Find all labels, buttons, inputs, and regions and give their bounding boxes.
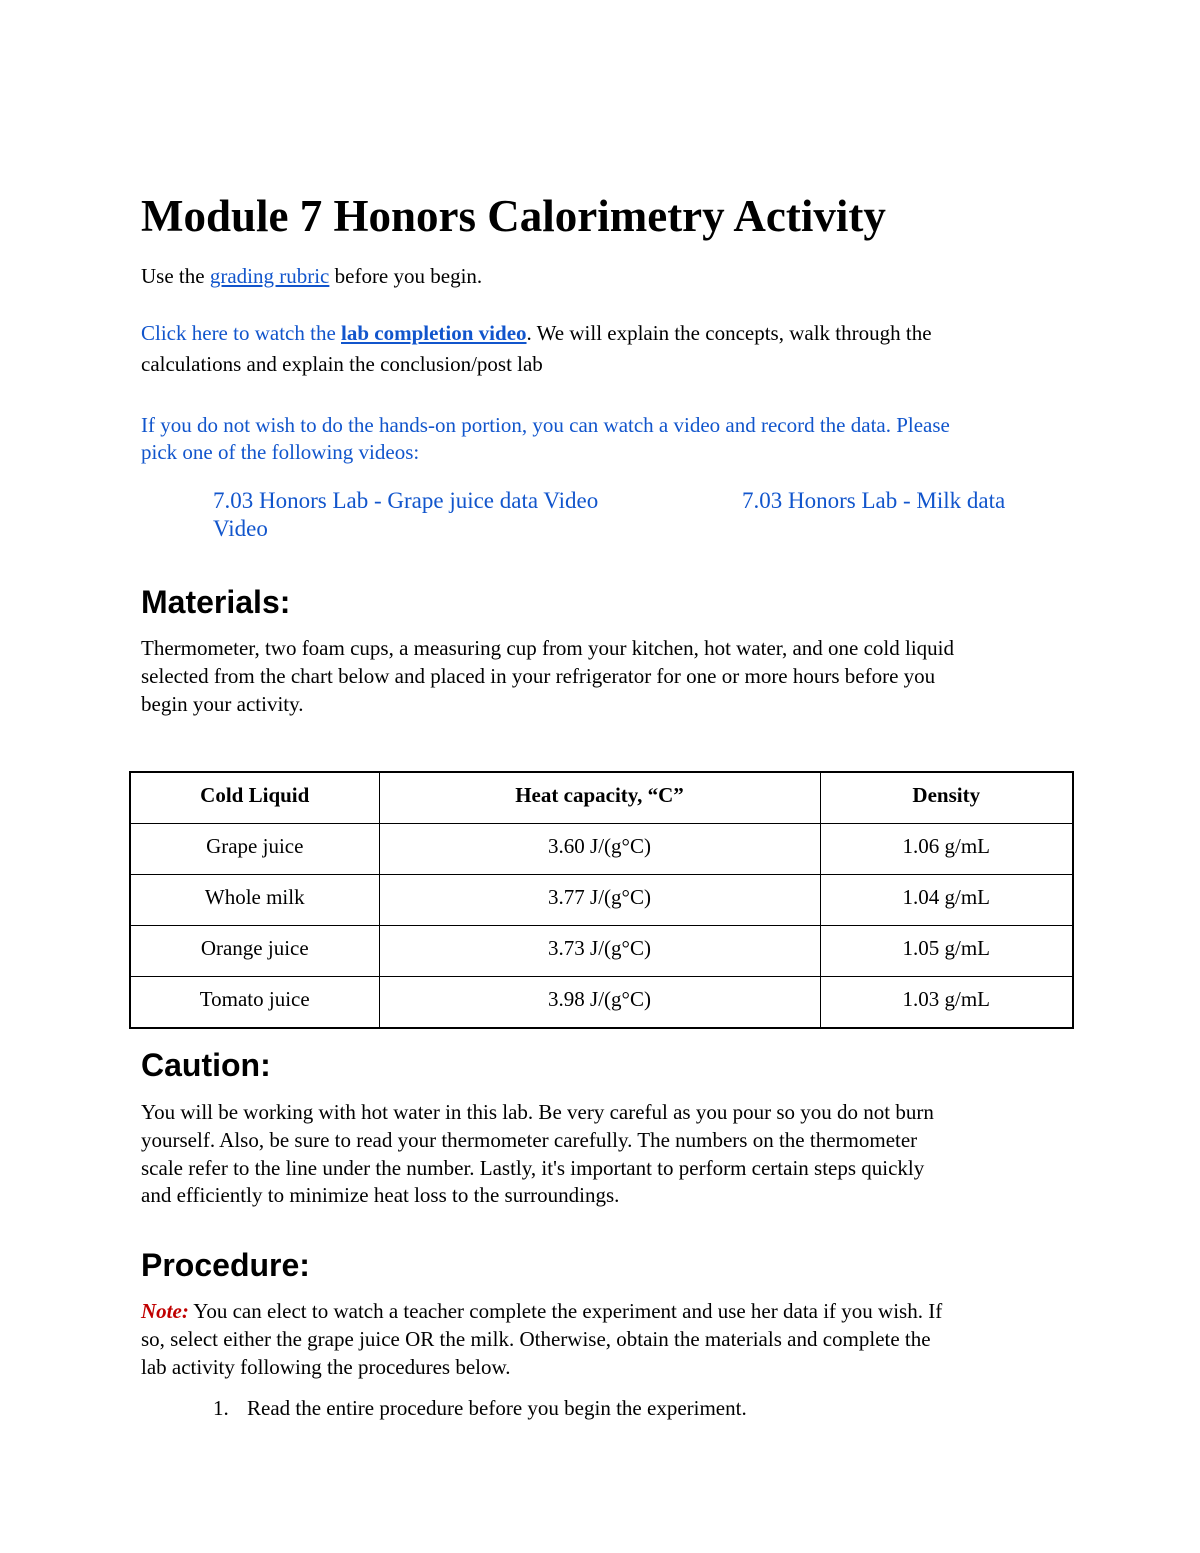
procedure-note-line2: so, select either the grape juice OR the milk. Otherwise, obtain the materials and complete the <box>141 1327 931 1351</box>
caution-line2: yourself. Also, be sure to read your thermometer carefully. The numbers on the thermometer <box>141 1128 918 1152</box>
materials-line1: Thermometer, two foam cups, a measuring cup from your kitchen, hot water, and one cold liquid <box>141 636 955 660</box>
video-intro-line2: calculations and explain the conclusion/post lab <box>141 352 543 376</box>
density-value: 1.06 g/mL <box>820 824 1073 875</box>
table-row <box>130 926 1073 977</box>
cold-liquid-table <box>129 771 1074 1029</box>
header-density: Density <box>820 772 1073 824</box>
liquid-name: Orange juice <box>130 926 379 977</box>
note-text: You can elect to watch a teacher complete the experiment and use her data if you wish. If <box>188 1299 943 1323</box>
density-value: 1.05 g/mL <box>820 926 1073 977</box>
rubric-prefix: Use the <box>141 264 210 288</box>
heat-capacity-value: 3.77 J/(g°C) <box>379 875 820 926</box>
grape-juice-video-link-continued[interactable]: Video <box>213 516 268 541</box>
table-header-row <box>130 772 1073 824</box>
rubric-line <box>141 262 482 290</box>
liquid-name: Grape juice <box>130 824 379 875</box>
materials-line3: begin your activity. <box>141 692 304 716</box>
header-heat-capacity: Heat capacity, “C” <box>379 772 820 824</box>
rubric-suffix: before you begin. <box>329 264 483 288</box>
caution-line3: scale refer to the line under the number. Lastly, it's important to perform certain steps quickly <box>141 1156 925 1180</box>
materials-heading: Materials: <box>141 584 291 620</box>
video-intro-line1 <box>141 319 932 347</box>
grading-rubric-link[interactable]: grading rubric <box>209 264 330 288</box>
page-title: Module 7 Honors Calorimetry Activity <box>141 191 886 241</box>
caution-line1: You will be working with hot water in this lab. Be very careful as you pour so you do not burn <box>141 1100 934 1124</box>
heat-capacity-value: 3.60 J/(g°C) <box>379 824 820 875</box>
table-row <box>130 824 1073 875</box>
milk-data-video-link[interactable]: 7.03 Honors Lab - Milk data <box>742 488 1006 513</box>
liquid-name: Tomato juice <box>130 977 379 1029</box>
hands-on-line2: pick one of the following videos: <box>141 440 420 464</box>
procedure-heading: Procedure: <box>141 1247 310 1283</box>
table-row <box>130 977 1073 1029</box>
table-row <box>130 875 1073 926</box>
header-cold-liquid: Cold Liquid <box>130 772 379 824</box>
hands-on-line1: If you do not wish to do the hands-on portion, you can watch a video and record the data. Please <box>141 413 950 437</box>
liquid-name: Whole milk <box>130 875 379 926</box>
heat-capacity-value: 3.73 J/(g°C) <box>379 926 820 977</box>
heat-capacity-value: 3.98 J/(g°C) <box>379 977 820 1029</box>
grape-juice-video-link[interactable]: 7.03 Honors Lab - Grape juice data Video <box>213 488 599 513</box>
note-label: Note: <box>141 1299 189 1323</box>
procedure-note-line1 <box>141 1297 942 1325</box>
density-value: 1.03 g/mL <box>820 977 1073 1029</box>
materials-line2: selected from the chart below and placed in your refrigerator for one or more hours before you <box>141 664 936 688</box>
density-value: 1.04 g/mL <box>820 875 1073 926</box>
lab-completion-video-link[interactable]: lab completion video <box>341 321 527 345</box>
caution-heading: Caution: <box>141 1047 271 1083</box>
procedure-step-1-number: 1. <box>213 1396 229 1420</box>
procedure-step-1: Read the entire procedure before you begin the experiment. <box>247 1396 747 1420</box>
procedure-note-line3: lab activity following the procedures below. <box>141 1355 511 1379</box>
video-intro-after-link: . We will explain the concepts, walk through the <box>526 321 932 345</box>
caution-line4: and efficiently to minimize heat loss to the surroundings. <box>141 1183 620 1207</box>
video-intro-prefix[interactable]: Click here to watch the <box>141 321 342 345</box>
